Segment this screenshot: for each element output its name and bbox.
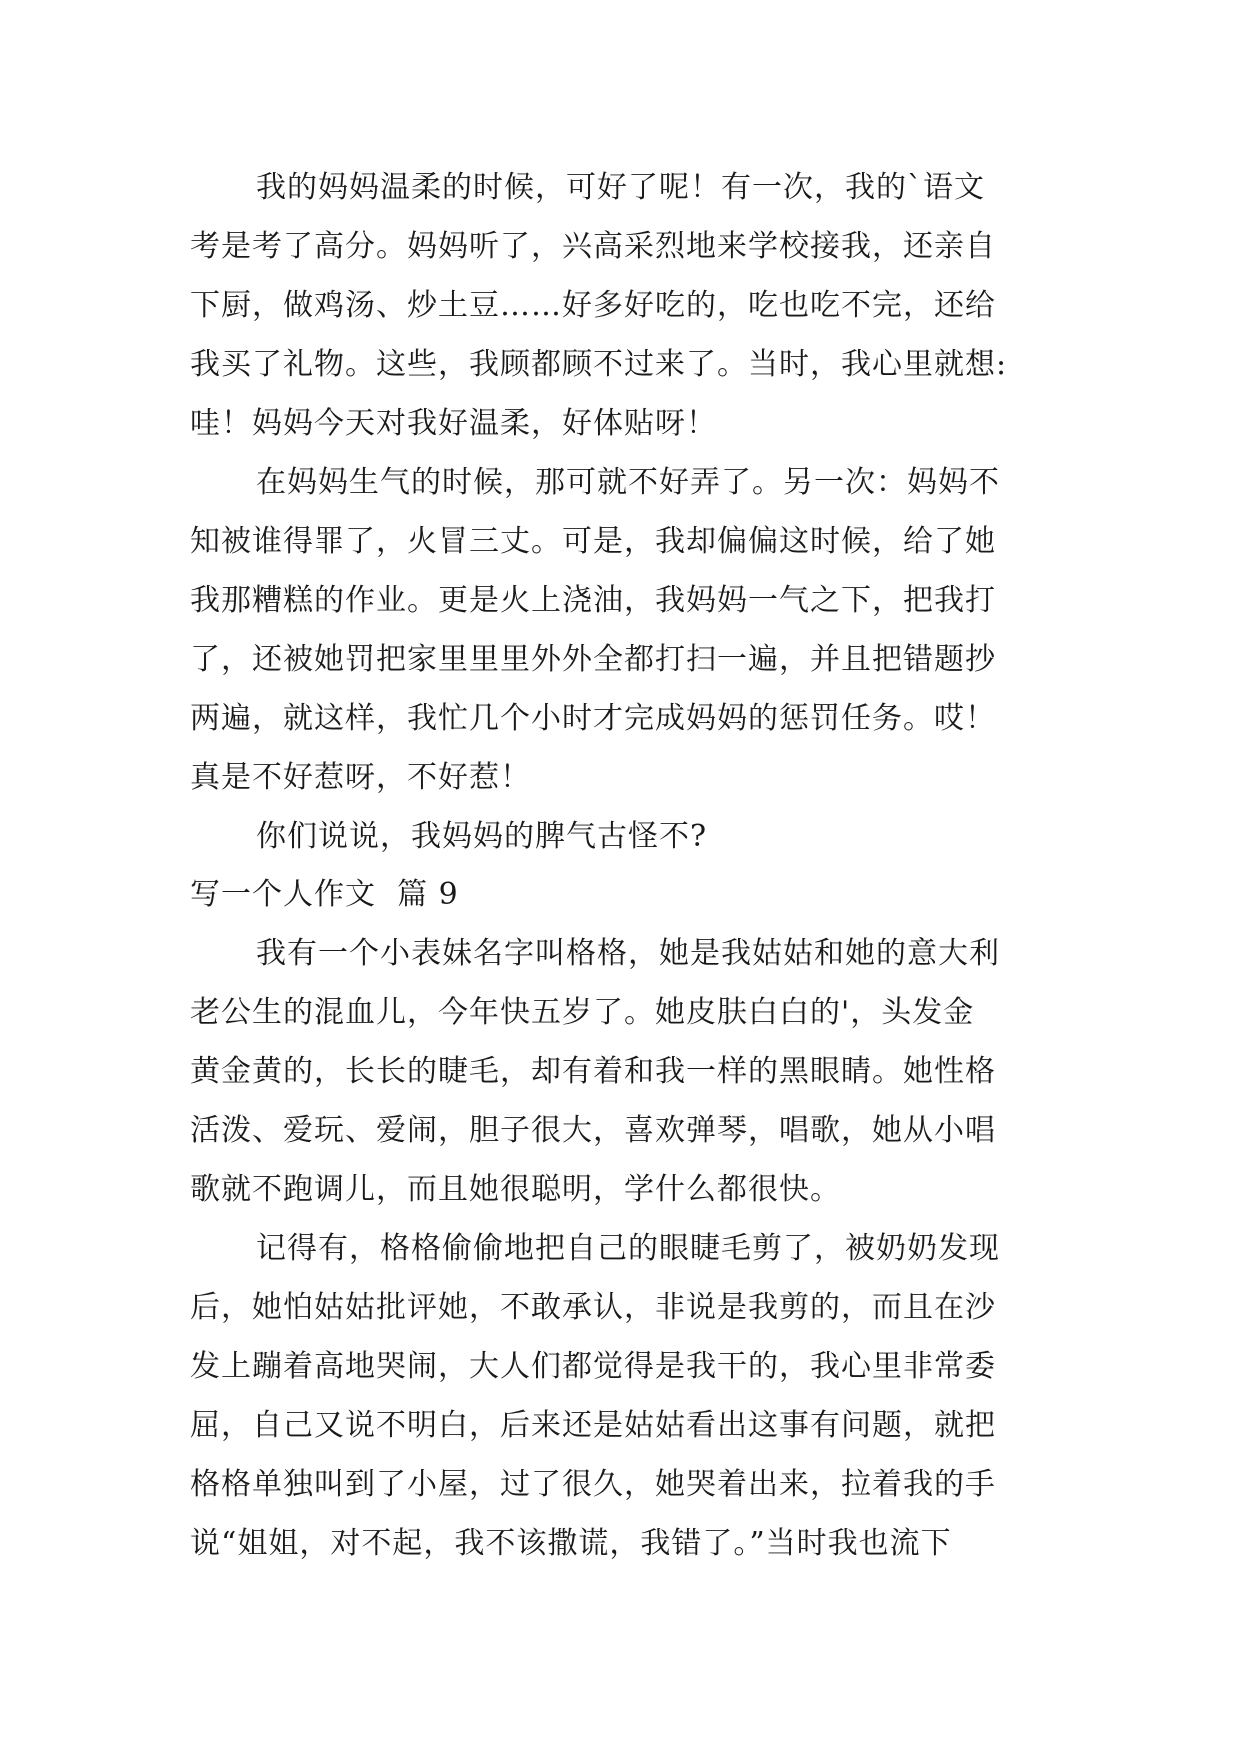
text-line: 我的妈妈温柔的时候，可好了呢！有一次，我的`语文 xyxy=(256,170,985,205)
text-line: 老公生的混血儿，今年快五岁了。她皮肤白白的'，头发金 xyxy=(190,995,975,1030)
paragraph xyxy=(190,1219,1070,1573)
text-line: 你们说说，我妈妈的脾气古怪不? xyxy=(256,819,708,854)
text-line: 后，她怕姑姑批评她，不敢承认，非说是我剪的，而且在沙 xyxy=(190,1290,996,1325)
text-line: 知被谁得罪了，火冒三丈。可是，我却偏偏这时候，给了她 xyxy=(190,524,996,559)
text-line: 哇！妈妈今天对我好温柔，好体贴呀！ xyxy=(190,406,717,441)
text-line: 真是不好惹呀，不好惹！ xyxy=(190,760,531,795)
text-line: 下厨，做鸡汤、炒土豆……好多好吃的，吃也吃不完，还给 xyxy=(190,288,996,323)
paragraph xyxy=(190,158,1070,453)
text-line: 考是考了高分。妈妈听了，兴高采烈地来学校接我，还亲自 xyxy=(190,229,996,264)
paragraph xyxy=(190,924,1070,1219)
document-page xyxy=(190,158,1070,1573)
text-line: 活泼、爱玩、爱闹，胆子很大，喜欢弹琴，唱歌，她从小唱 xyxy=(190,1113,996,1148)
paragraph xyxy=(190,807,1070,866)
text-line: 了，还被她罚把家里里里外外全都打扫一遍，并且把错题抄 xyxy=(190,642,996,677)
text-line: 屈，自己又说不明白，后来还是姑姑看出这事有问题，就把 xyxy=(190,1408,996,1443)
text-line: 发上蹦着高地哭闹，大人们都觉得是我干的，我心里非常委 xyxy=(190,1349,996,1384)
text-line: 记得有，格格偷偷地把自己的眼睫毛剪了，被奶奶发现 xyxy=(256,1231,1000,1266)
text-line: 格格单独叫到了小屋，过了很久，她哭着出来，拉着我的手 xyxy=(190,1467,996,1502)
text-line: 我那糟糕的作业。更是火上浇油，我妈妈一气之下，把我打 xyxy=(190,583,996,618)
text-line: 我买了礼物。这些，我顾都顾不过来了。当时，我心里就想: xyxy=(190,347,1008,382)
text-line: 说“姐姐，对不起，我不该撒谎，我错了。”当时我也流下 xyxy=(190,1526,952,1561)
heading-text: 写一个人作文 篇 9 xyxy=(190,877,459,912)
text-line: 我有一个小表妹名字叫格格，她是我姑姑和她的意大利 xyxy=(256,936,1000,971)
text-line: 黄金黄的，长长的睫毛，却有着和我一样的黑眼睛。她性格 xyxy=(190,1054,996,1089)
section-heading xyxy=(190,866,1070,924)
text-line: 两遍，就这样，我忙几个小时才完成妈妈的惩罚任务。哎！ xyxy=(190,701,996,736)
text-line: 歌就不跑调儿，而且她很聪明，学什么都很快。 xyxy=(190,1172,841,1207)
text-line: 在妈妈生气的时候，那可就不好弄了。另一次：妈妈不 xyxy=(256,465,1000,500)
paragraph xyxy=(190,453,1070,807)
